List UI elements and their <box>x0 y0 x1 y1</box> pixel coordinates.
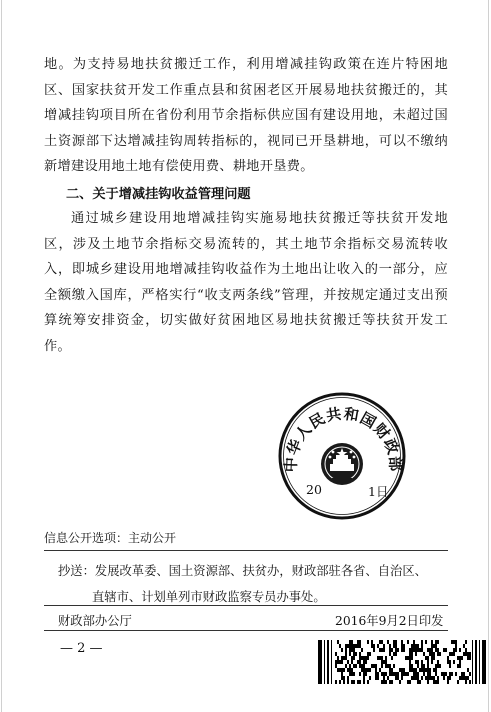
section-heading-2: 二、关于增减挂钩收益管理问题 <box>66 187 251 202</box>
barcode-icon <box>318 640 486 684</box>
page-border-right <box>488 0 489 712</box>
cc-line-1: 抄送：发展改革委、国土资源部、扶贫办，财政部驻各省、自治区、 <box>58 564 427 578</box>
page-border-left <box>1 0 2 712</box>
national-emblem-icon <box>321 443 363 485</box>
body-paragraph-2: 通过城乡建设用地增减挂钩实施易地扶贫搬迁等扶贫开发地区，涉及土地节余指标交易流转的，其土地节余指标交易流转收入，即城乡建设用地增减挂钩收益作为土地出让收入的一部分，应全额缴入国库，严格实行“收支两条线”管理，并按规定通过支出预算统筹安排资金，切实做好贫困地区易地扶贫搬迁等扶贫开发工作。 <box>44 211 448 354</box>
official-seal <box>278 392 406 520</box>
body-paragraph-1: 地。为支持易地扶贫搬迁工作，利用增减挂钩政策在连片特困地区、国家扶贫开发工作重点县和贫困老区开展易地扶贫搬迁的，其增减挂钩项目所在省份利用节余指标供应国有建设用地，未超过国土资源部下达增减挂钩周转指标的，视同已开垦耕地，可以不缴纳新增建设用地土地有偿使用费、耕地开垦费。 <box>44 57 448 175</box>
disclosure-option: 信息公开选项：主动公开 <box>44 531 177 545</box>
seal-text: 中华人民共和国财政部 <box>281 404 405 473</box>
divider-line <box>44 630 448 631</box>
divider-line <box>44 550 448 551</box>
print-date: 2016年9月2日印发 <box>335 614 444 628</box>
signing-date-part-1: 20 <box>306 482 322 497</box>
cc-list <box>58 558 450 610</box>
page-number: — 2 — <box>60 641 103 656</box>
issuing-office: 财政部办公厅 <box>58 614 132 628</box>
signing-date-part-2: 1日 <box>368 484 389 499</box>
cc-line-2: 直辖市、计划单列市财政监察专员办事处。 <box>92 590 326 604</box>
divider-line <box>44 605 448 606</box>
